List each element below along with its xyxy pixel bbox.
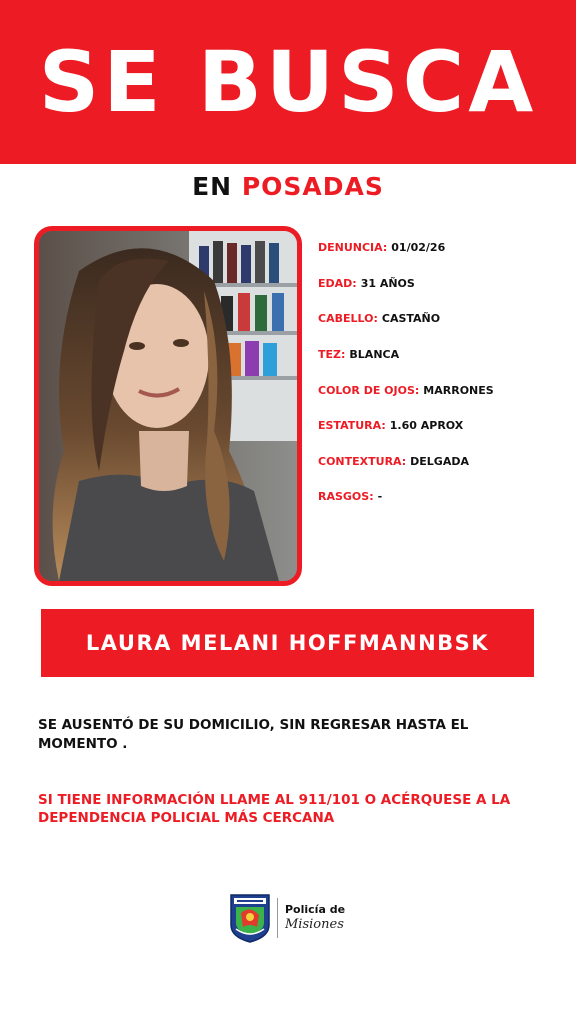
detail-label: EDAD: [318,276,357,290]
police-logo [229,893,345,943]
detail-label: ESTATURA: [318,419,386,433]
detail-value: BLANCA [349,348,400,362]
detail-row-estatura [318,408,568,444]
detail-label: TEZ: [318,348,346,362]
detail-value: MARRONES [423,383,494,397]
portrait-illustration [39,231,297,581]
detail-value: - [377,490,383,504]
detail-row-tez [318,337,568,373]
detail-value: DELGADA [410,454,469,468]
location-city: POSADAS [241,172,384,201]
detail-label: CABELLO: [318,312,378,326]
location-prefix: EN [192,172,233,201]
detail-label: COLOR DE OJOS: [318,383,420,397]
detail-row-rasgos [318,479,568,515]
detail-row-contextura [318,444,568,480]
detail-row-cabello [318,301,568,337]
absence-statement: SE AUSENTÓ DE SU DOMICILIO, SIN REGRESAR HASTA EL MOMENTO . [38,717,469,752]
detail-value: 31 AÑOS [360,276,415,290]
logo-wordmark [285,904,345,931]
page-title: SE BUSCA [38,33,538,131]
detail-value: 1.60 APROX [389,419,464,433]
header-banner [0,0,576,164]
logo-divider [277,898,278,938]
detail-value: CASTAÑO [381,312,441,326]
detail-label: DENUNCIA: [318,241,388,255]
detail-row-denuncia [318,230,568,266]
contact-instructions: SI TIENE INFORMACIÓN LLAME AL 911/101 O ACÉRQUESE A LA DEPENDENCIA POLICIAL MÁS CERCANA [38,792,511,826]
details-list [318,230,568,515]
detail-value: 01/02/26 [391,241,446,255]
person-name: LAURA MELANI HOFFMANNBSK [85,631,490,655]
logo-line-2: Misiones [285,916,344,932]
name-banner [41,609,534,677]
missing-person-photo [34,226,302,586]
location-heading [0,172,576,201]
logo-line-1: Policía de [285,903,346,917]
detail-label: RASGOS: [318,490,374,504]
police-badge-icon [229,893,271,943]
detail-row-color-de-ojos [318,372,568,408]
detail-label: CONTEXTURA: [318,454,407,468]
detail-row-edad [318,266,568,302]
